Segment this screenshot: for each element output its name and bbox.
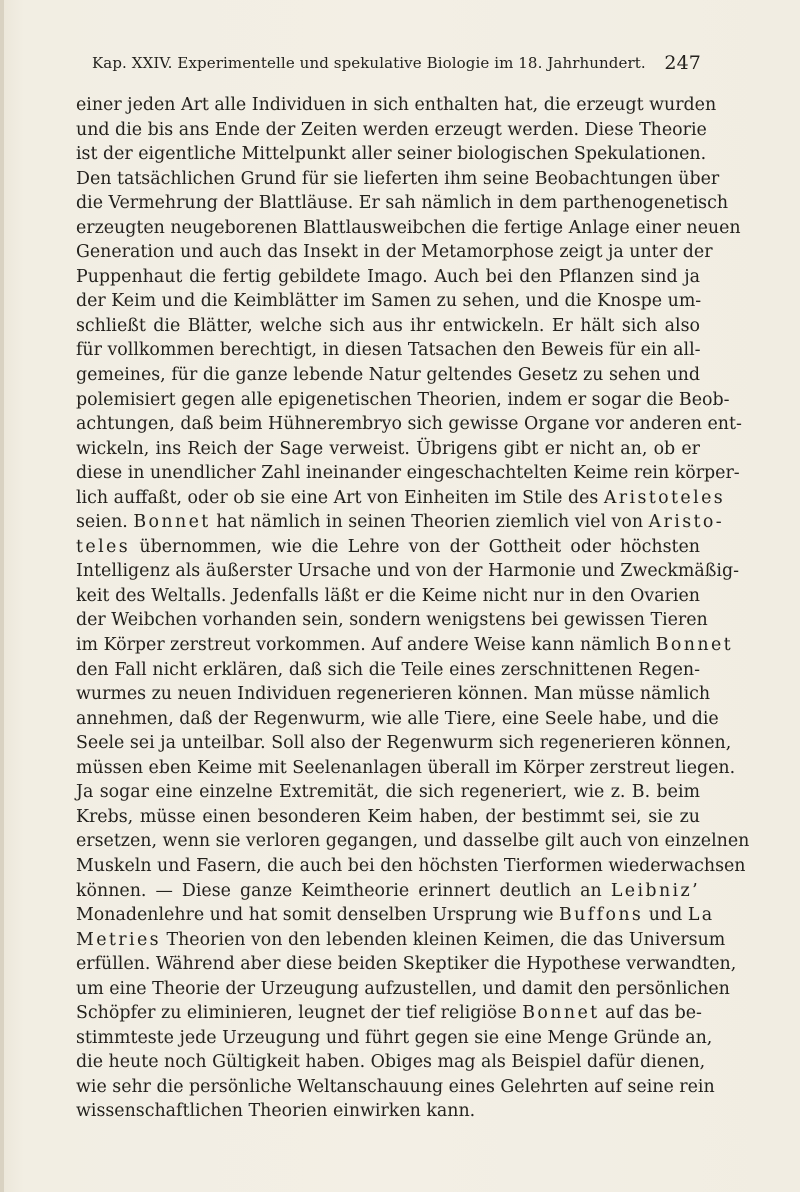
text-line: die heute noch Gültigkeit haben. Obiges mag als Beispiel dafür dienen, (76, 1052, 706, 1073)
text-line: im Körper zerstreut vorkommen. Auf andere Weise kann nämlich Bonnet (76, 635, 734, 656)
running-head-title: Kap. XXIV. Experimentelle und spekulative Biologie im 18. Jahrhundert. (92, 54, 646, 72)
text-line: polemisiert gegen alle epigenetischen Theorien, indem er sogar die Beob- (76, 389, 730, 410)
running-head (92, 50, 701, 76)
text-line: Muskeln und Fasern, die auch bei den höchsten Tierformen wiederwachsen (76, 855, 746, 876)
text-line: Ja sogar eine einzelne Extremität, die sich regeneriert, wie z. B. beim (76, 782, 700, 803)
text-line: erfüllen. Während aber diese beiden Skeptiker die Hypothese verwandten, (76, 954, 737, 975)
text-line: den Fall nicht erklären, daß sich die Teile eines zerschnittenen Regen- (76, 659, 700, 680)
text-line: wissenschaftlichen Theorien einwirken kann. (76, 1101, 476, 1122)
text-line: Schöpfer zu eliminieren, leugnet der tief religiöse Bonnet auf das be- (76, 1003, 702, 1024)
page-number: 247 (664, 52, 701, 74)
text-line: keit des Weltalls. Jedenfalls läßt er die Keime nicht nur in den Ovarien (76, 585, 700, 606)
text-line: Seele sei ja unteilbar. Soll also der Regenwurm sich regenerieren können, (76, 733, 732, 754)
text-line: um eine Theorie der Urzeugung aufzustellen, und damit den persönlichen (76, 978, 730, 999)
text-line: Puppenhaut die fertig gebildete Imago. Auch bei den Pflanzen sind ja (76, 266, 700, 287)
text-line: erzeugten neugeborenen Blattlausweibchen die fertige Anlage einer neuen (76, 217, 741, 238)
page-edge (0, 0, 4, 1192)
text-line: für vollkommen berechtigt, in diesen Tatsachen den Beweis für ein all- (76, 340, 701, 361)
text-line: einer jeden Art alle Individuen in sich enthalten hat, die erzeugt wurden (76, 95, 717, 115)
text-line: stimmteste jede Urzeugung und führt gegen sie eine Menge Gründe an, (76, 1027, 713, 1048)
text-line: Generation und auch das Insekt in der Metamorphose zeigt ja unter der (76, 242, 713, 263)
text-line: gemeines, für die ganze lebende Natur geltendes Gesetz zu sehen und (76, 365, 700, 386)
text-line: können. — Diese ganze Keimtheorie erinnert deutlich an Leibniz’ (76, 880, 700, 901)
text-line: schließt die Blätter, welche sich aus ihr entwickeln. Er hält sich also (76, 315, 700, 336)
text-line: ersetzen, wenn sie verloren gegangen, und dasselbe gilt auch von einzelnen (76, 831, 750, 852)
text-line: Monadenlehre und hat somit denselben Ursprung wie Buffons und La (76, 905, 715, 926)
text-line: Den tatsächlichen Grund für sie lieferten ihm seine Beobachtungen über (76, 168, 720, 189)
text-line: ist der eigentliche Mittelpunkt aller seiner biologischen Spekulationen. (76, 144, 707, 165)
text-line: der Keim und die Keimblätter im Samen zu sehen, und die Knospe um- (76, 291, 702, 312)
text-line: achtungen, daß beim Hühnerembryo sich gewisse Organe vor anderen ent- (76, 414, 742, 435)
text-line: wickeln, ins Reich der Sage verweist. Übrigens gibt er nicht an, ob er (76, 438, 700, 459)
text-line: annehmen, daß der Regenwurm, wie alle Tiere, eine Seele habe, und die (76, 708, 719, 729)
text-line: wie sehr die persönliche Weltanschauung eines Gelehrten auf seine rein (76, 1076, 715, 1097)
text-line: die Vermehrung der Blattläuse. Er sah nämlich in dem parthenogenetisch (76, 193, 729, 214)
text-line: teles übernommen, wie die Lehre von der Gottheit oder höchsten (76, 536, 700, 557)
body-text (76, 93, 750, 1124)
text-line: der Weibchen vorhanden sein, sondern wenigstens bei gewissen Tieren (76, 610, 708, 631)
text-line: und die bis ans Ende der Zeiten werden erzeugt werden. Diese Theorie (76, 119, 707, 140)
text-line: Intelligenz als äußerster Ursache und von der Harmonie und Zweckmäßig- (76, 561, 739, 582)
text-line: diese in unendlicher Zahl ineinander eingeschachtelten Keime rein körper- (76, 463, 740, 484)
text-line: Metries Theorien von den lebenden kleinen Keimen, die das Universum (76, 929, 726, 950)
text-line: müssen eben Keime mit Seelenanlagen überall im Körper zerstreut liegen. (76, 757, 736, 778)
text-line: lich auffaßt, oder ob sie eine Art von Einheiten im Stile des Aristoteles (76, 487, 726, 508)
text-line: seien. Bonnet hat nämlich in seinen Theorien ziemlich viel von Aristo- (76, 512, 725, 533)
text-line: wurmes zu neuen Individuen regenerieren können. Man müsse nämlich (76, 684, 711, 705)
text-line: Krebs, müsse einen besonderen Keim haben, der bestimmt sei, sie zu (76, 806, 700, 827)
